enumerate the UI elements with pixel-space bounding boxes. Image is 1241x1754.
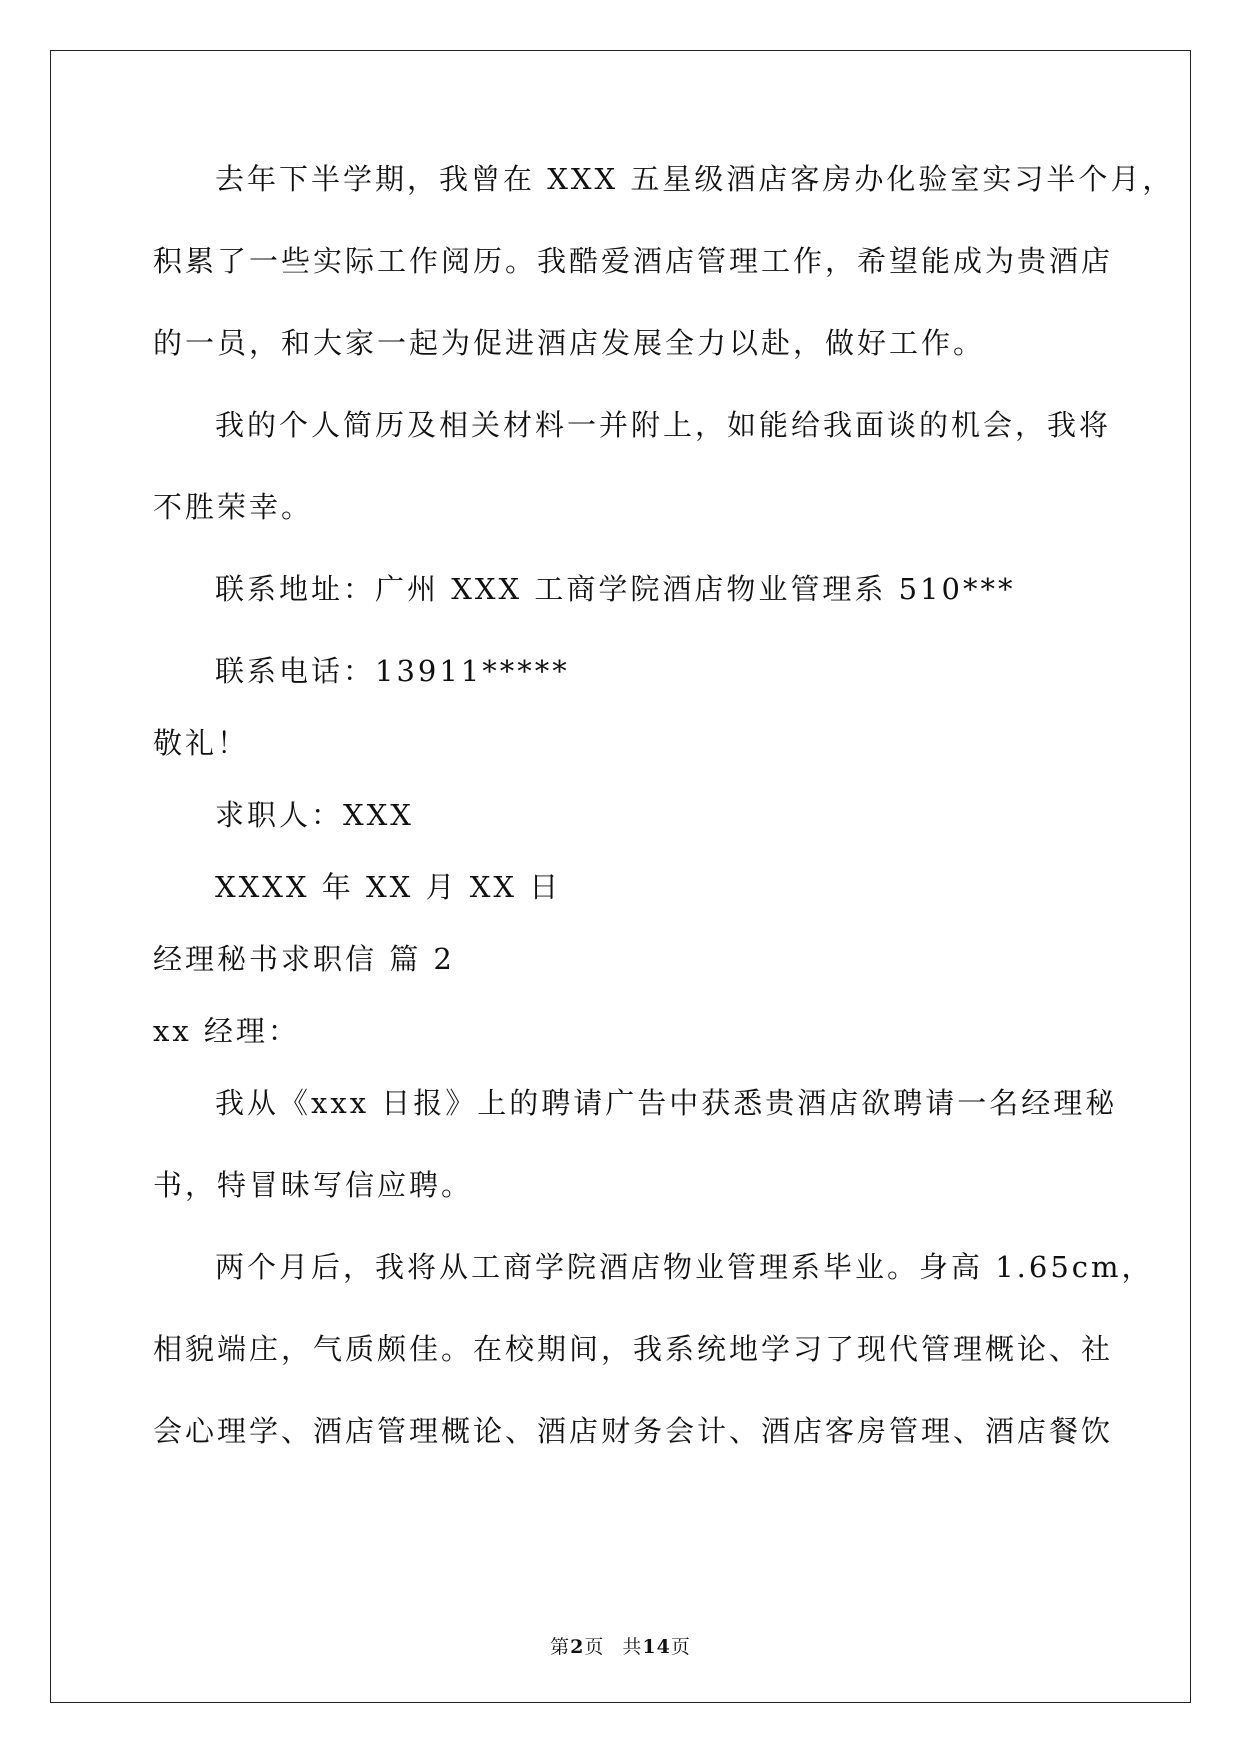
footer-page-unit: 页 <box>584 1636 605 1658</box>
paragraph-line: 两个月后，我将从工商学院酒店物业管理系毕业。身高 1.65cm， <box>215 1250 1154 1284</box>
contact-address: 联系地址：广州 XXX 工商学院酒店物业管理系 510*** <box>215 572 1016 606</box>
paragraph-line: 我从《xxx 日报》上的聘请广告中获悉贵酒店欲聘请一名经理秘 <box>215 1086 1118 1120</box>
section-heading: 经理秘书求职信 篇 2 <box>153 942 455 976</box>
paragraph-line: 去年下半学期，我曾在 XXX 五星级酒店客房办化验室实习半个月， <box>215 162 1175 196</box>
letter-date: XXXX 年 XX 月 XX 日 <box>215 870 562 904</box>
footer-page-number: 2 <box>570 1636 585 1658</box>
footer-total-unit: 页 <box>670 1636 691 1658</box>
footer-total-pages: 14 <box>642 1636 671 1658</box>
page-footer <box>0 1632 1241 1659</box>
paragraph-line: 积累了一些实际工作阅历。我酷爱酒店管理工作，希望能成为贵酒店 <box>153 244 1114 278</box>
footer-prefix: 第 <box>550 1636 571 1658</box>
paragraph-line: 我的个人简历及相关材料一并附上，如能给我面谈的机会，我将 <box>215 408 1112 442</box>
salutation-closing: 敬礼！ <box>153 726 250 760</box>
applicant-name: 求职人：XXX <box>215 798 414 832</box>
paragraph-line: 的一员，和大家一起为促进酒店发展全力以赴，做好工作。 <box>153 326 986 360</box>
document-body <box>153 158 1175 1492</box>
footer-total-prefix: 共 <box>622 1636 643 1658</box>
paragraph-line: 不胜荣幸。 <box>153 490 314 524</box>
contact-phone: 联系电话：13911***** <box>215 654 570 688</box>
letter-salutation: xx 经理： <box>153 1014 300 1048</box>
paragraph-line: 相貌端庄，气质颇佳。在校期间，我系统地学习了现代管理概论、社 <box>153 1332 1114 1366</box>
paragraph-line: 会心理学、酒店管理概论、酒店财务会计、酒店客房管理、酒店餐饮 <box>153 1414 1114 1448</box>
paragraph-line: 书，特冒昧写信应聘。 <box>153 1168 474 1202</box>
